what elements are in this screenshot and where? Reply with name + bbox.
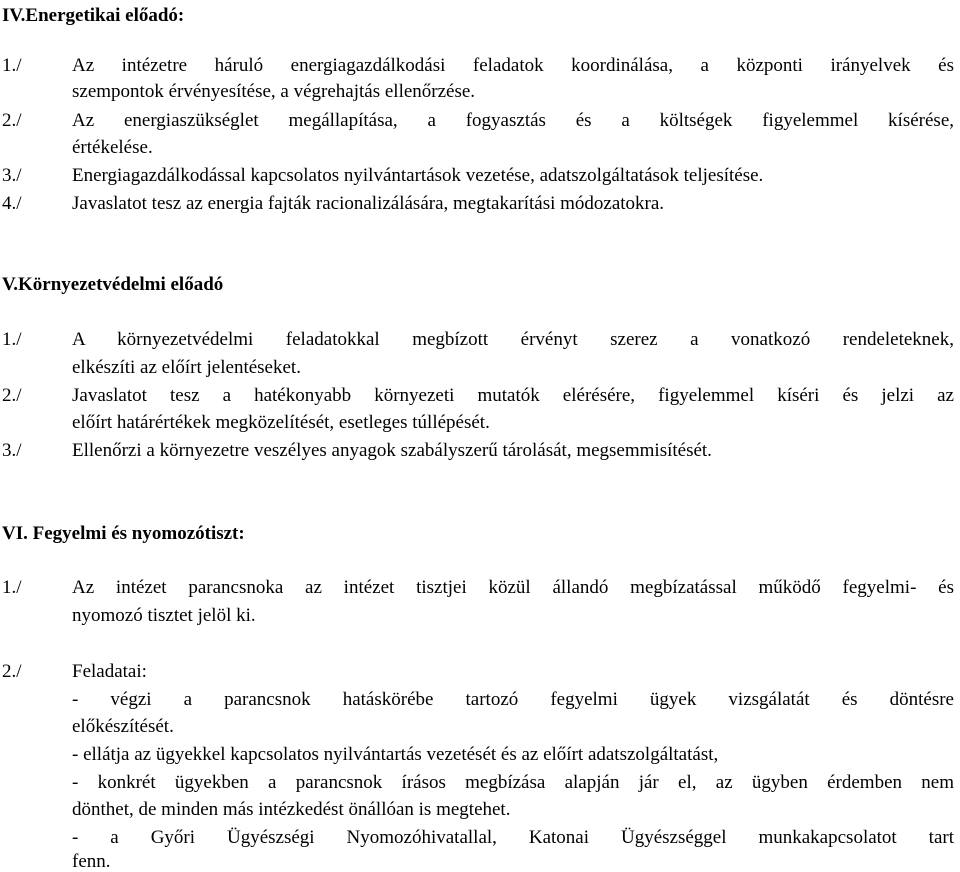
item-text-line: - végzi a parancsnok hatáskörébe tartozó fegyelmi ügyek vizsgálatát és döntésre: [72, 689, 954, 710]
item-text-line: - konkrét ügyekben a parancsnok írásos megbízása alapján jár el, az ügyben érdemben nem: [72, 772, 954, 793]
item-text-line: Ellenőrzi a környezetre veszélyes anyagok szabályszerű tárolását, megsemmisítését.: [72, 440, 712, 461]
item-number: 3./: [2, 165, 22, 186]
item-number: 1./: [2, 577, 22, 598]
item-text-line: Javaslatot tesz az energia fajták racionalizálására, megtakarítási módozatokra.: [72, 193, 665, 214]
item-text-line: előírt határértékek megközelítését, esetleges túllépését.: [72, 412, 490, 433]
section-heading-energetikai: IV.Energetikai előadó:: [2, 5, 185, 26]
item-text-line: Az intézet parancsnoka az intézet tisztjei közül állandó megbízatással működő fegyelmi- és: [72, 577, 954, 598]
item-number: 3./: [2, 440, 22, 461]
item-text-line: előkészítését.: [72, 716, 174, 737]
item-text-line: - ellátja az ügyekkel kapcsolatos nyilvántartás vezetését és az előírt adatszolgáltatást,: [72, 744, 719, 765]
item-text-line: Feladatai:: [72, 661, 147, 682]
item-text-line: Energiagazdálkodással kapcsolatos nyilvántartások vezetése, adatszolgáltatások teljesítése.: [72, 165, 764, 186]
item-number: 1./: [2, 55, 22, 76]
item-text-line: Az intézetre háruló energiagazdálkodási feladatok koordinálása, a központi irányelvek és: [72, 55, 954, 76]
item-number: 4./: [2, 193, 22, 214]
item-text-line: - a Győri Ügyészségi Nyomozóhivatallal, Katonai Ügyészséggel munkakapcsolatot tart: [72, 827, 954, 848]
item-text-line: A környezetvédelmi feladatokkal megbízott érvényt szerez a vonatkozó rendeleteknek,: [72, 329, 954, 350]
section-heading-fegyelmi: VI. Fegyelmi és nyomozótiszt:: [2, 523, 245, 544]
item-text-line: fenn.: [72, 851, 111, 872]
item-text-line: dönthet, de minden más intézkedést önállóan is megtehet.: [72, 799, 511, 820]
item-number: 2./: [2, 661, 22, 682]
item-text-line: értékelése.: [72, 137, 153, 158]
item-number: 1./: [2, 329, 22, 350]
item-text-line: Javaslatot tesz a hatékonyabb környezeti mutatók elérésére, figyelemmel kíséri és jelzi az: [72, 385, 954, 406]
section-heading-kornyezetvedelmi: V.Környezetvédelmi előadó: [2, 274, 224, 295]
item-text-line: Az energiaszükséglet megállapítása, a fogyasztás és a költségek figyelemmel kísérése,: [72, 110, 954, 131]
item-number: 2./: [2, 385, 22, 406]
item-text-line: nyomozó tisztet jelöl ki.: [72, 605, 256, 626]
item-text-line: szempontok érvényesítése, a végrehajtás ellenőrzése.: [72, 81, 476, 102]
item-number: 2./: [2, 110, 22, 131]
item-text-line: elkészíti az előírt jelentéseket.: [72, 357, 301, 378]
